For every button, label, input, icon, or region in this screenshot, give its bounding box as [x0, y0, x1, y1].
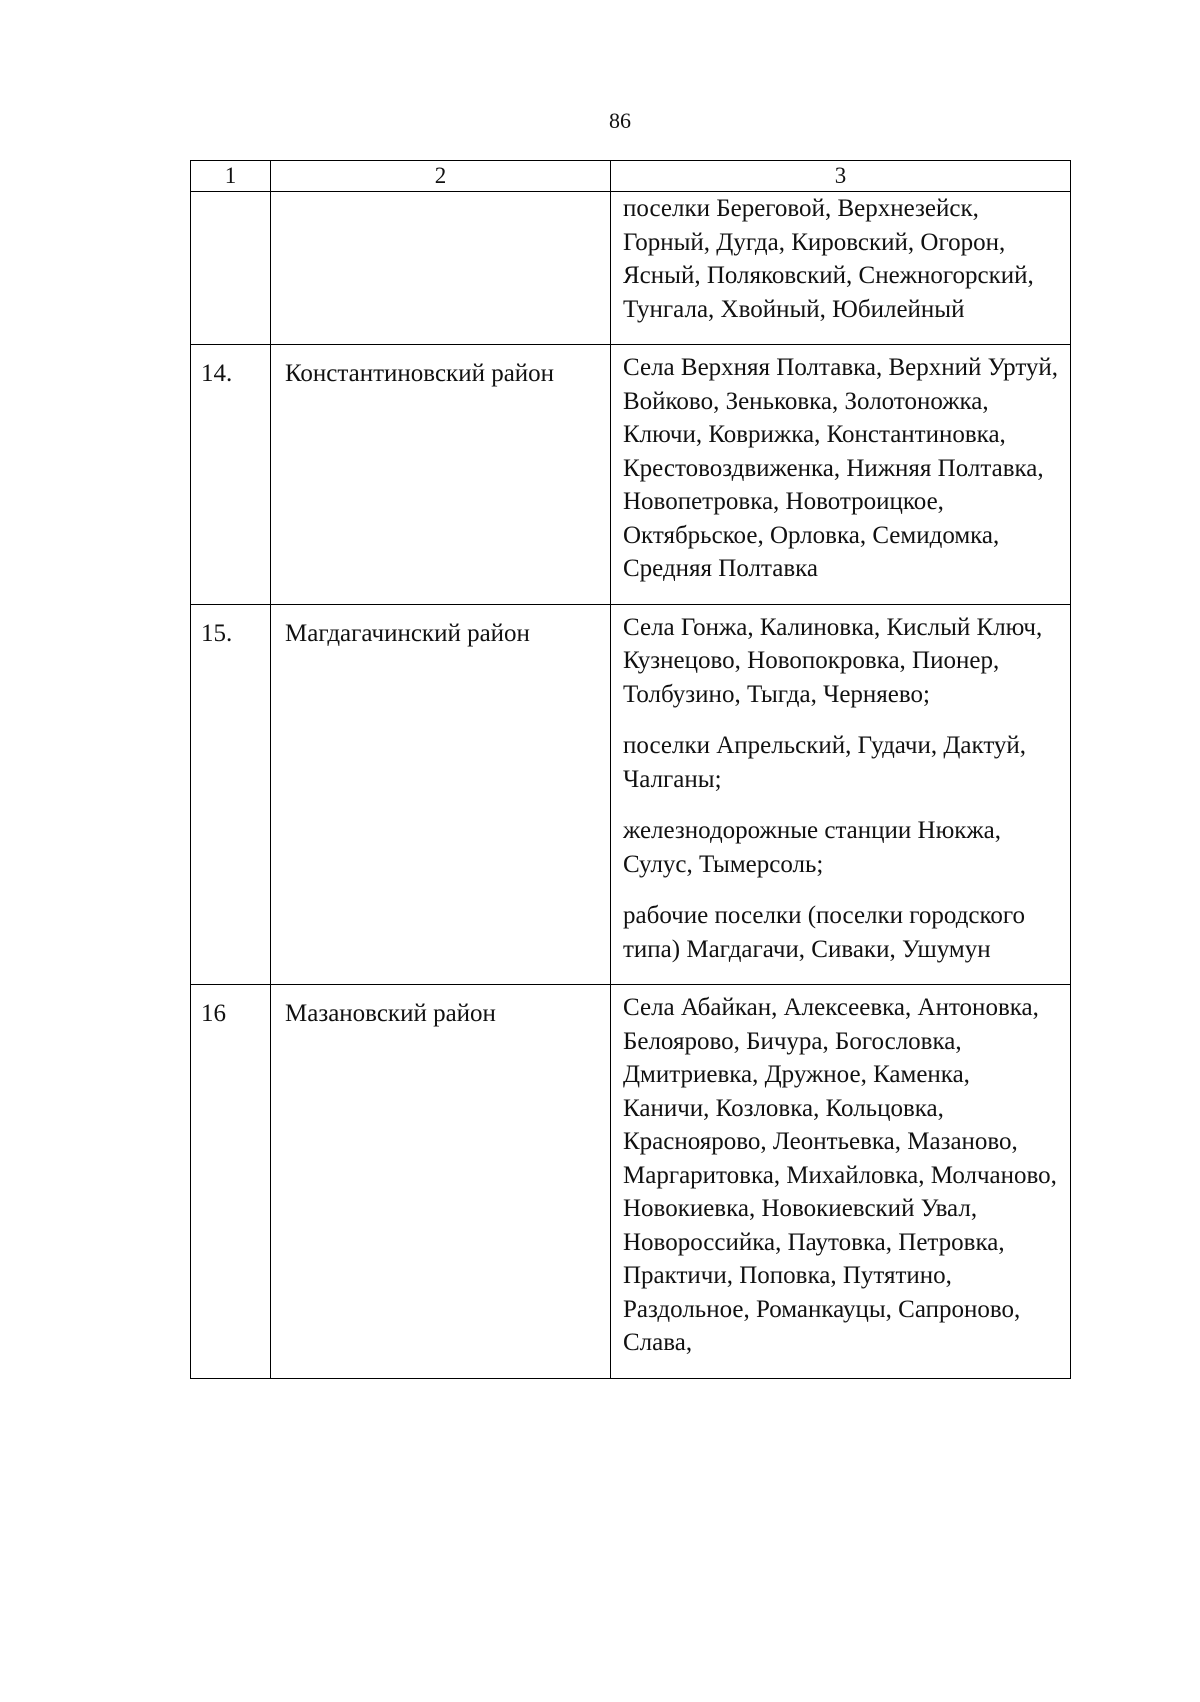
table-row	[191, 604, 1071, 985]
settlements-cell	[611, 985, 1071, 1379]
table-row	[191, 345, 1071, 605]
column-header-settlements: 3	[611, 161, 1071, 192]
settlements-paragraph: рабочие поселки (поселки городского типа) Магдагачи, Сиваки, Ушумун	[623, 902, 1026, 963]
district-name: Мазановский район	[271, 985, 611, 1379]
table-header-row	[191, 161, 1071, 192]
settlements-paragraph: Села Верхняя Полтавка, Верхний Уртуй, Войково, Зеньковка, Золотоножка, Ключи, Коврижка, Константиновка, Крестовоздвиженка, Нижняя Полтавка, Новопетровка, Новотроицкое, Октябрьское, Орловка, Семидомка, Средняя Полтавка	[623, 354, 1059, 582]
settlements-paragraph: Села Гонжа, Калиновка, Кислый Ключ, Кузнецово, Новопокровка, Пионер, Толбузино, Тыгда, Черняево;	[623, 613, 1043, 708]
district-name: Магдагачинский район	[271, 604, 611, 985]
row-number: 16	[191, 985, 271, 1379]
settlements-paragraph: поселки Апрельский, Гудачи, Дактуй, Чалганы;	[623, 732, 1027, 793]
row-number	[191, 192, 271, 345]
settlements-table	[190, 160, 1071, 1379]
column-header-number: 1	[191, 161, 271, 192]
settlements-cell	[611, 192, 1071, 345]
district-name: Константиновский район	[271, 345, 611, 605]
table-row	[191, 192, 1071, 345]
settlements-cell	[611, 345, 1071, 605]
settlements-paragraph: поселки Береговой, Верхнезейск, Горный, Дугда, Кировский, Огорон, Ясный, Поляковский, Снежногорский, Тунгала, Хвойный, Юбилейный	[623, 195, 1034, 323]
row-number: 15.	[191, 604, 271, 985]
column-header-district: 2	[271, 161, 611, 192]
table-row	[191, 985, 1071, 1379]
settlements-paragraph: железнодорожные станции Нюкжа, Сулус, Тымерсоль;	[623, 817, 1002, 878]
district-name	[271, 192, 611, 345]
page-number: 86	[609, 108, 631, 133]
row-number: 14.	[191, 345, 271, 605]
settlements-cell	[611, 604, 1071, 985]
settlements-paragraph: Села Абайкан, Алексеевка, Антоновка, Белоярово, Бичура, Богословка, Дмитриевка, Дружное, Каменка, Каничи, Козловка, Кольцовка, Красноярово, Леонтьевка, Мазаново, Маргаритовка, Михайловка, Молчаново, Новокиевка, Новокиевский Увал, Новороссийка, Паутовка, Петровка, Практичи, Поповка, Путятино, Раздольное, Романкауцы, Сапроново, Слава,	[623, 994, 1057, 1356]
